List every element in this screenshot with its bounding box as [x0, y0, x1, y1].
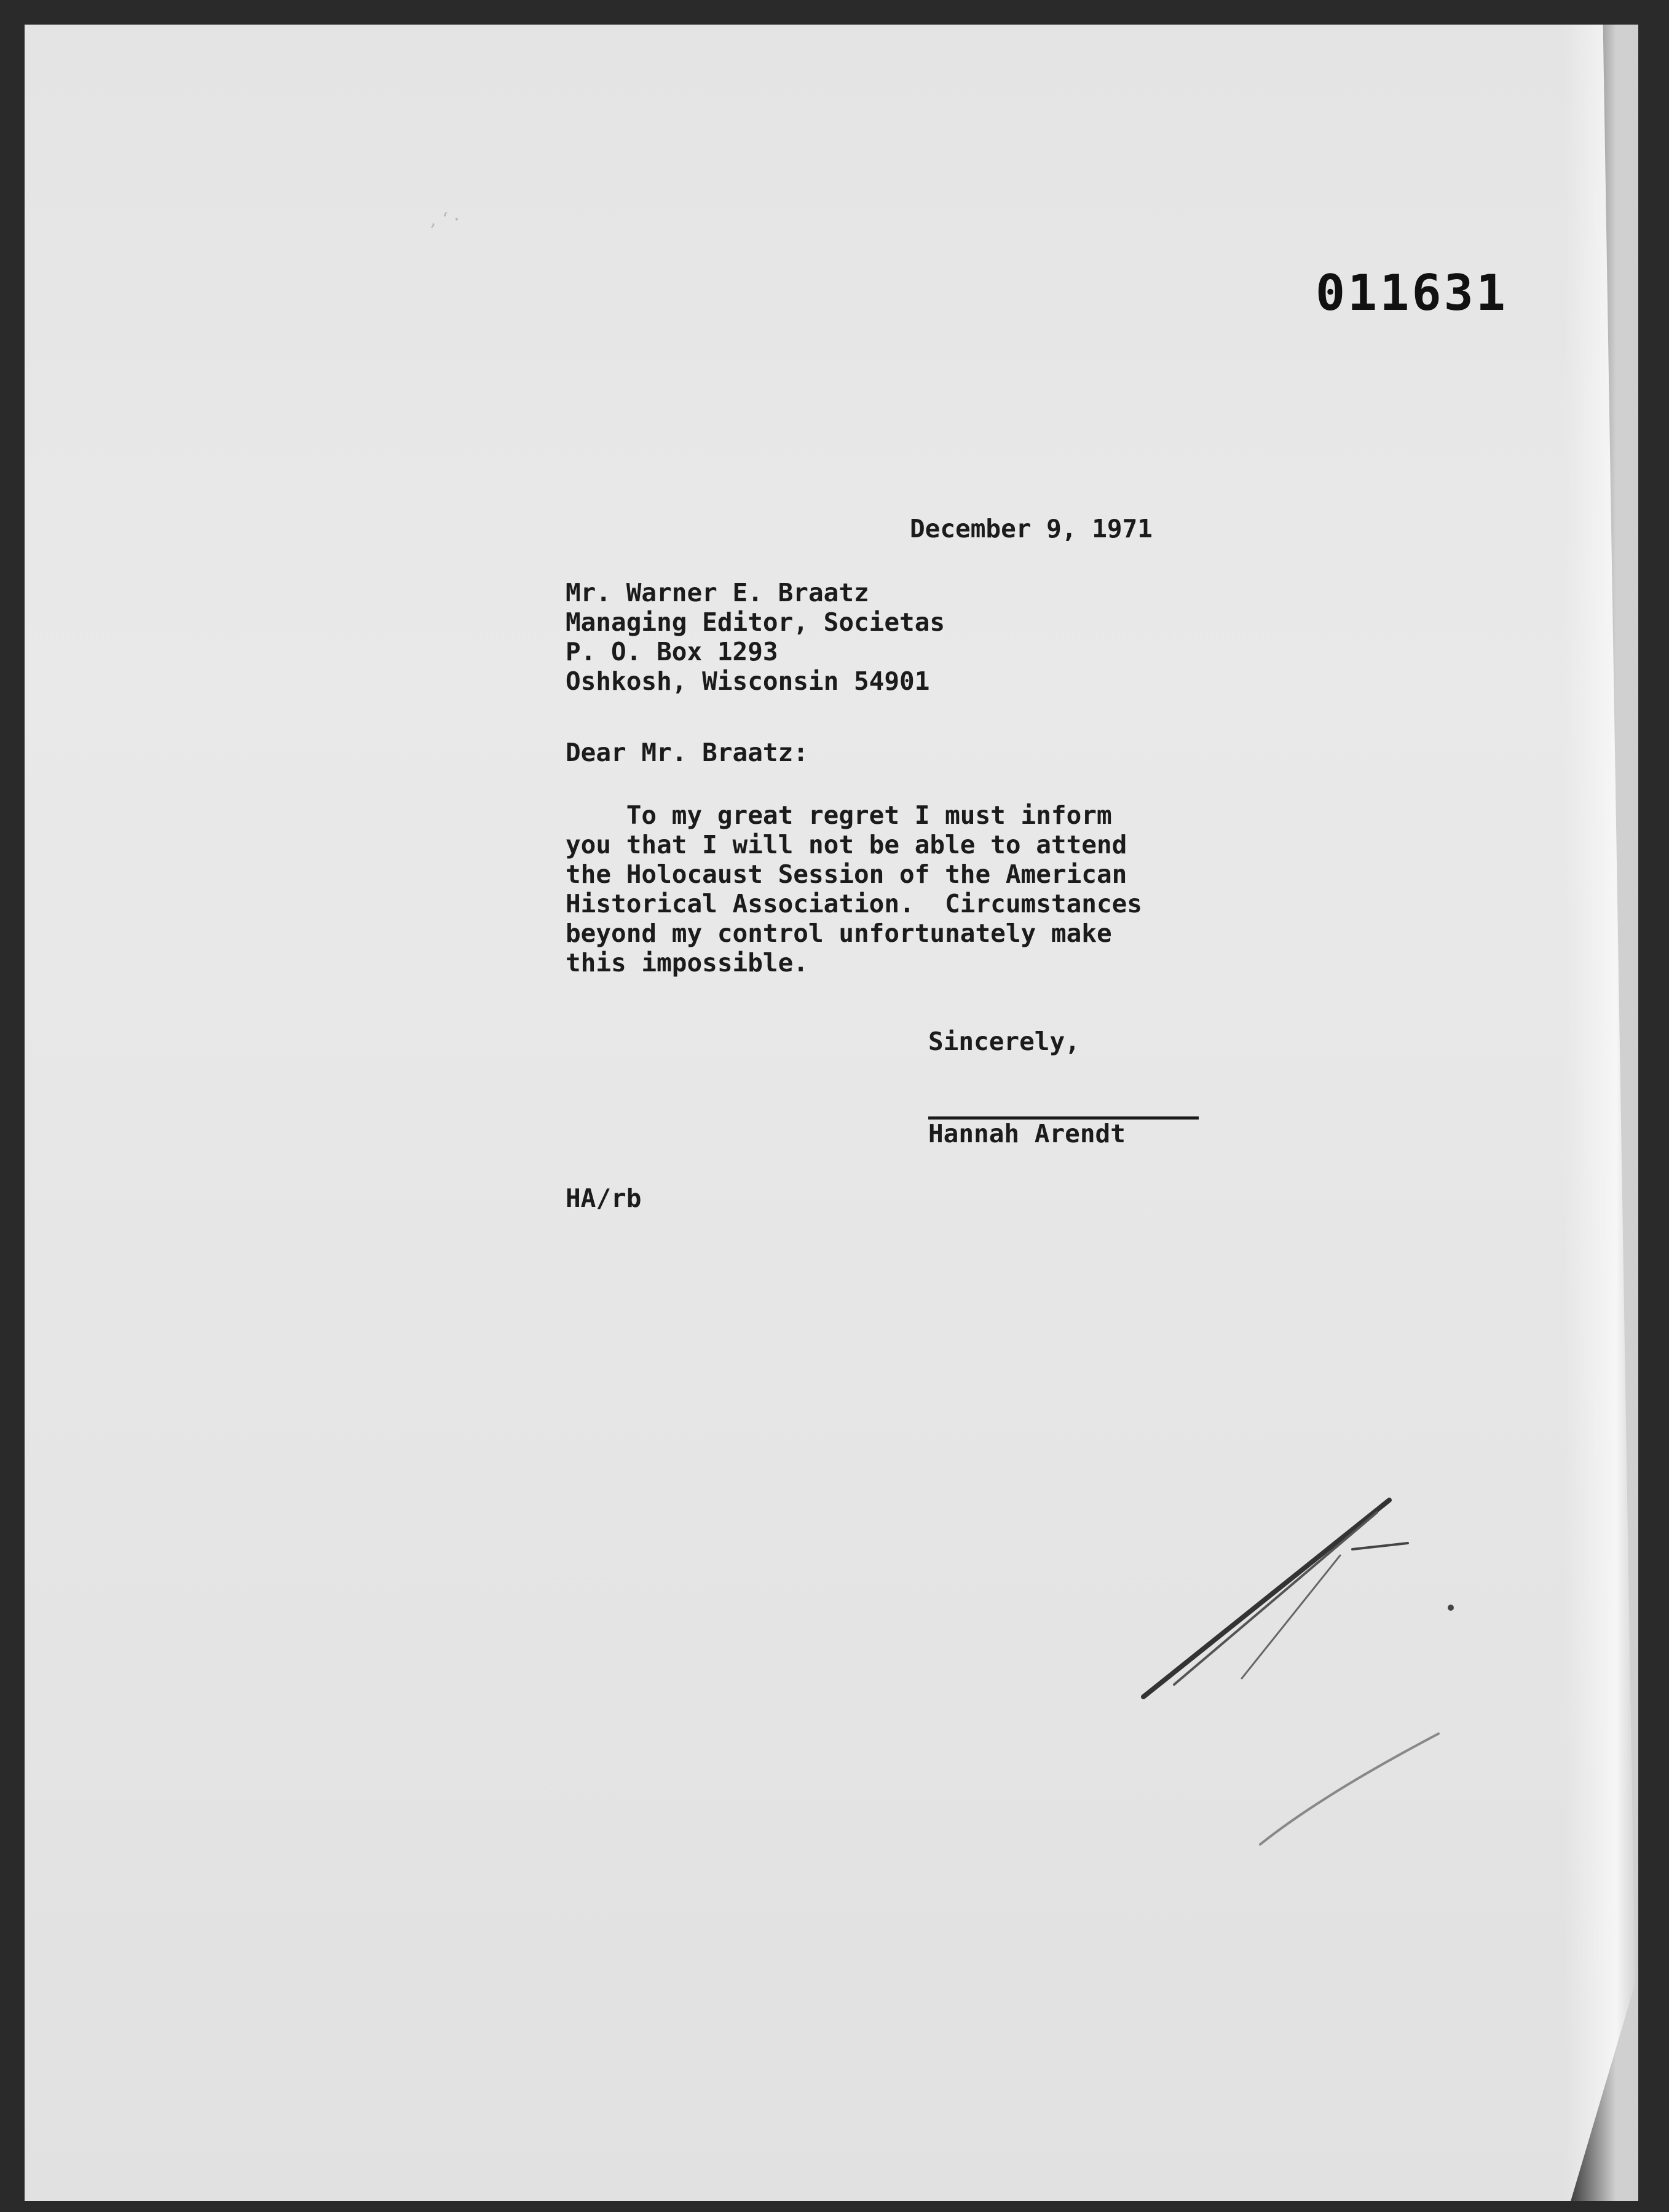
body-line: To my great regret I must inform — [566, 800, 1112, 830]
body-line: Historical Association. Circumstances — [566, 889, 1142, 918]
signer-name: Hannah Arendt — [928, 1119, 1126, 1148]
body-line: beyond my control unfortunately make — [566, 918, 1112, 948]
recipient-title: Managing Editor, Societas — [566, 607, 945, 637]
letter-date: December 9, 1971 — [910, 514, 1153, 543]
recipient-city: Oshkosh, Wisconsin 54901 — [566, 666, 930, 696]
closing: Sincerely, — [928, 1027, 1080, 1056]
body-line: this impossible. — [566, 948, 808, 978]
pencil-strokes-icon — [1119, 1475, 1488, 1875]
recipient-name: Mr. Warner E. Braatz — [566, 578, 869, 607]
body-line: you that I will not be able to attend — [566, 830, 1127, 859]
body-line: the Holocaust Session of the American — [566, 859, 1127, 889]
faint-mark: , ‘ · — [430, 209, 460, 231]
document-number: 011631 — [1316, 264, 1508, 322]
salutation: Dear Mr. Braatz: — [566, 738, 808, 767]
typist-initials: HA/rb — [566, 1183, 642, 1213]
recipient-po-box: P. O. Box 1293 — [566, 637, 778, 666]
